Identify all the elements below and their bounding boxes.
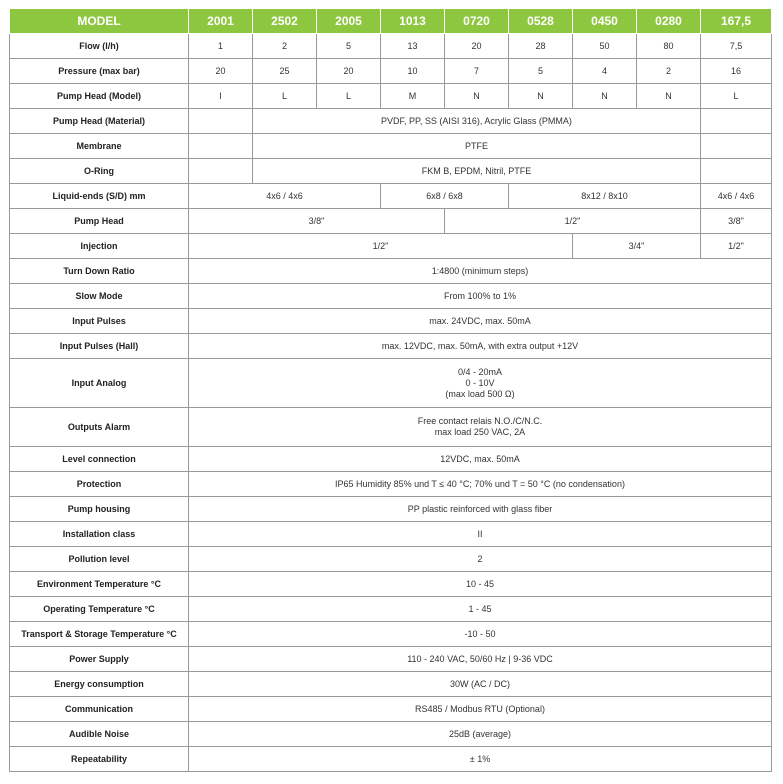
input-analog-line: (max load 500 Ω) <box>445 388 515 399</box>
installation-class-row <box>10 522 772 547</box>
empty-cell <box>701 109 772 134</box>
pressure-value: 2 <box>637 59 701 84</box>
energy-row <box>10 672 772 697</box>
pump-head-model-label: Pump Head (Model) <box>10 84 189 109</box>
header-row <box>10 9 772 34</box>
pump-housing-row <box>10 497 772 522</box>
pollution-level-row <box>10 547 772 572</box>
protection-label: Protection <box>10 472 189 497</box>
oring-row <box>10 159 772 184</box>
pressure-label: Pressure (max bar) <box>10 59 189 84</box>
model-2502: 2502 <box>253 9 317 34</box>
pressure-value: 20 <box>317 59 381 84</box>
repeatability-row <box>10 747 772 772</box>
input-pulses-label: Input Pulses <box>10 309 189 334</box>
injection-label: Injection <box>10 234 189 259</box>
level-connection-value: 12VDC, max. 50mA <box>189 447 772 472</box>
model-0528: 0528 <box>509 9 573 34</box>
energy-label: Energy consumption <box>10 672 189 697</box>
pump-head-model-value: N <box>445 84 509 109</box>
pressure-value: 7 <box>445 59 509 84</box>
input-analog-row <box>10 359 772 408</box>
flow-value: 2 <box>253 34 317 59</box>
membrane-row <box>10 134 772 159</box>
outputs-alarm-label: Outputs Alarm <box>10 408 189 447</box>
storage-temp-value: -10 - 50 <box>189 622 772 647</box>
injection-row <box>10 234 772 259</box>
power-supply-value: 110 - 240 VAC, 50/60 Hz | 9-36 VDC <box>189 647 772 672</box>
spec-table <box>9 8 772 772</box>
pump-head-model-value: N <box>509 84 573 109</box>
noise-value: 25dB (average) <box>189 722 772 747</box>
empty-cell <box>189 109 253 134</box>
model-2005: 2005 <box>317 9 381 34</box>
slow-mode-label: Slow Mode <box>10 284 189 309</box>
pump-head-label: Pump Head <box>10 209 189 234</box>
injection-value: 1/2" <box>701 234 772 259</box>
input-pulses-row <box>10 309 772 334</box>
model-0280: 0280 <box>637 9 701 34</box>
pollution-level-value: 2 <box>189 547 772 572</box>
communication-row <box>10 697 772 722</box>
liquid-ends-value: 4x6 / 4x6 <box>189 184 381 209</box>
flow-value: 50 <box>573 34 637 59</box>
level-connection-label: Level connection <box>10 447 189 472</box>
installation-class-label: Installation class <box>10 522 189 547</box>
membrane-label: Membrane <box>10 134 189 159</box>
empty-cell <box>189 159 253 184</box>
pump-head-model-value: L <box>317 84 381 109</box>
flow-value: 20 <box>445 34 509 59</box>
level-connection-row <box>10 447 772 472</box>
injection-value: 3/4" <box>573 234 701 259</box>
model-0720: 0720 <box>445 9 509 34</box>
input-analog-line: 0/4 - 20mA <box>457 366 503 377</box>
pump-housing-value: PP plastic reinforced with glass fiber <box>189 497 772 522</box>
pump-head-material-value: PVDF, PP, SS (AISI 316), Acrylic Glass (PMMA) <box>253 109 701 134</box>
repeatability-value: ± 1% <box>189 747 772 772</box>
model-167-5: 167,5 <box>701 9 772 34</box>
flow-value: 13 <box>381 34 445 59</box>
pump-head-material-row <box>10 109 772 134</box>
flow-value: 7,5 <box>701 34 772 59</box>
liquid-ends-row <box>10 184 772 209</box>
empty-cell <box>189 134 253 159</box>
pump-head-value: 3/8" <box>701 209 772 234</box>
input-pulses-hall-label: Input Pulses (Hall) <box>10 334 189 359</box>
input-analog-line: 0 - 10V <box>465 377 495 388</box>
liquid-ends-value: 6x8 / 6x8 <box>381 184 509 209</box>
empty-cell <box>701 134 772 159</box>
pump-head-model-value: I <box>189 84 253 109</box>
pressure-value: 5 <box>509 59 573 84</box>
turn-down-row <box>10 259 772 284</box>
pressure-value: 4 <box>573 59 637 84</box>
storage-temp-label: Transport & Storage Temperature °C <box>10 622 189 647</box>
repeatability-label: Repeatability <box>10 747 189 772</box>
input-pulses-hall-row <box>10 334 772 359</box>
pressure-row <box>10 59 772 84</box>
communication-value: RS485 / Modbus RTU (Optional) <box>189 697 772 722</box>
storage-temp-row <box>10 622 772 647</box>
protection-row <box>10 472 772 497</box>
env-temp-value: 10 - 45 <box>189 572 772 597</box>
pump-head-model-value: N <box>573 84 637 109</box>
liquid-ends-label: Liquid-ends (S/D) mm <box>10 184 189 209</box>
power-supply-row <box>10 647 772 672</box>
pump-head-material-label: Pump Head (Material) <box>10 109 189 134</box>
pump-head-model-row <box>10 84 772 109</box>
outputs-alarm-line: max load 250 VAC, 2A <box>434 427 526 437</box>
flow-value: 5 <box>317 34 381 59</box>
protection-value: IP65 Humidity 85% und T ≤ 40 °C; 70% und T = 50 °C (no condensation) <box>189 472 772 497</box>
input-pulses-hall-value: max. 12VDC, max. 50mA, with extra output +12V <box>189 334 772 359</box>
flow-value: 28 <box>509 34 573 59</box>
noise-row <box>10 722 772 747</box>
model-0450: 0450 <box>573 9 637 34</box>
input-analog-value <box>189 359 772 408</box>
pump-head-model-value: L <box>701 84 772 109</box>
empty-cell <box>701 159 772 184</box>
pump-head-model-value: M <box>381 84 445 109</box>
communication-label: Communication <box>10 697 189 722</box>
env-temp-row <box>10 572 772 597</box>
slow-mode-value: From 100% to 1% <box>189 284 772 309</box>
pressure-value: 16 <box>701 59 772 84</box>
pump-housing-label: Pump housing <box>10 497 189 522</box>
pollution-level-label: Pollution level <box>10 547 189 572</box>
power-supply-label: Power Supply <box>10 647 189 672</box>
turn-down-label: Turn Down Ratio <box>10 259 189 284</box>
model-2001: 2001 <box>189 9 253 34</box>
op-temp-label: Operating Temperature °C <box>10 597 189 622</box>
pressure-value: 20 <box>189 59 253 84</box>
flow-value: 80 <box>637 34 701 59</box>
input-pulses-value: max. 24VDC, max. 50mA <box>189 309 772 334</box>
pump-head-value: 1/2" <box>445 209 701 234</box>
turn-down-value: 1:4800 (minimum steps) <box>189 259 772 284</box>
model-header: MODEL <box>10 9 189 34</box>
pump-head-row <box>10 209 772 234</box>
injection-value: 1/2" <box>189 234 573 259</box>
installation-class-value: II <box>189 522 772 547</box>
energy-value: 30W (AC / DC) <box>189 672 772 697</box>
env-temp-label: Environment Temperature °C <box>10 572 189 597</box>
outputs-alarm-line: Free contact relais N.O./C/N.C. <box>417 416 543 426</box>
flow-value: 1 <box>189 34 253 59</box>
outputs-alarm-row <box>10 408 772 447</box>
outputs-alarm-value <box>189 408 772 447</box>
pressure-value: 25 <box>253 59 317 84</box>
liquid-ends-value: 4x6 / 4x6 <box>701 184 772 209</box>
pump-head-value: 3/8" <box>189 209 445 234</box>
pump-head-model-value: L <box>253 84 317 109</box>
noise-label: Audible Noise <box>10 722 189 747</box>
oring-value: FKM B, EPDM, Nitril, PTFE <box>253 159 701 184</box>
op-temp-row <box>10 597 772 622</box>
flow-label: Flow (l/h) <box>10 34 189 59</box>
op-temp-value: 1 - 45 <box>189 597 772 622</box>
flow-row <box>10 34 772 59</box>
pressure-value: 10 <box>381 59 445 84</box>
model-1013: 1013 <box>381 9 445 34</box>
input-analog-label: Input Analog <box>10 359 189 408</box>
oring-label: O-Ring <box>10 159 189 184</box>
membrane-value: PTFE <box>253 134 701 159</box>
pump-head-model-value: N <box>637 84 701 109</box>
liquid-ends-value: 8x12 / 8x10 <box>509 184 701 209</box>
slow-mode-row <box>10 284 772 309</box>
